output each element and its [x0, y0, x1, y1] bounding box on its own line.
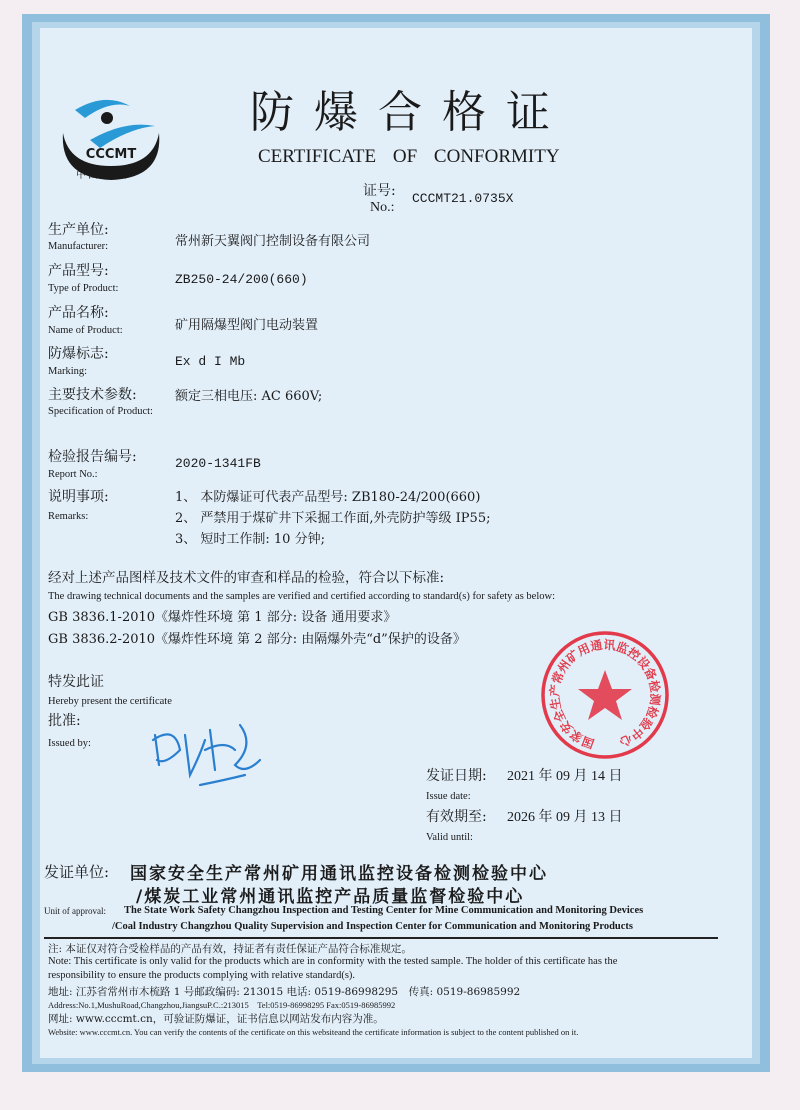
- unit-line2-zh: /煤炭工业常州通讯监控产品质量监督检验中心: [136, 887, 525, 907]
- manufacturer-value: 常州新天翼阀门控制设备有限公司: [175, 234, 371, 249]
- note-en-2: responsibility to ensure the products complying with relative standard(s).: [48, 970, 356, 981]
- report-label: 检验报告编号:: [48, 449, 137, 465]
- official-seal: [540, 630, 670, 764]
- cert-no-label-zh: 证号:: [363, 183, 396, 199]
- approve-zh: 批准:: [48, 713, 81, 729]
- spec-label: 主要技术参数:: [48, 387, 137, 403]
- remark-item: 3、 短时工作制: 10 分钟;: [175, 532, 325, 547]
- hereby-zh: 特发此证: [48, 674, 104, 690]
- address-zh: 地址: 江苏省常州市木梳路 1 号邮政编码: 213015 电话: 0519-86998295 传真: 0519-86985992: [48, 986, 521, 998]
- valid-until-label-en: Valid until:: [426, 832, 473, 843]
- type-value: ZB250-24/200(660): [175, 272, 308, 287]
- type-label: 产品型号:: [48, 263, 109, 279]
- valid-until-value: 2026 年 09 月 13 日: [507, 810, 623, 825]
- note-en: Note: This certificate is only valid for the products which are in conformity with the tested sample. The holder of this certificate has the: [48, 956, 618, 967]
- name-value: 矿用隔爆型阀门电动装置: [175, 318, 319, 333]
- logo-caption: 中国·常州: [76, 170, 130, 181]
- page-title: 防爆合格证: [250, 87, 570, 138]
- report-value: 2020-1341FB: [175, 456, 261, 471]
- report-label-en: Report No.:: [48, 469, 98, 480]
- remarks-label: 说明事项:: [48, 489, 109, 505]
- name-label: 产品名称:: [48, 305, 109, 321]
- website-zh: 网址: www.cccmt.cn，可验证防爆证，证书信息以网站发布内容为准。: [48, 1013, 384, 1025]
- unit-line1-zh: 国家安全生产常州矿用通讯监控设备检测检验中心: [130, 864, 548, 884]
- remark-item: 2、 严禁用于煤矿井下采掘工作面,外壳防护等级 IP55;: [175, 511, 491, 526]
- name-label-en: Name of Product:: [48, 325, 123, 336]
- address-en: Address:No.1,MushuRoad,Changzhou,JiangsuP.C.:213015 Tel:0519-86998295 Fax:0519-86985992: [48, 1000, 396, 1010]
- unit-label-zh: 发证单位:: [44, 863, 110, 881]
- remark-item: 1、 本防爆证可代表产品型号: ZB180-24/200(660): [175, 490, 481, 505]
- manufacturer-label: 生产单位:: [48, 222, 109, 238]
- unit-label-en: Unit of approval:: [44, 906, 106, 916]
- marking-label-en: Marking:: [48, 366, 88, 377]
- logo-text: CCCMT: [85, 147, 137, 162]
- issue-date-label-en: Issue date:: [426, 791, 471, 802]
- signature: [145, 705, 275, 799]
- standard-item: GB 3836.2-2010《爆炸性环境 第 2 部分: 由隔爆外壳“d”保护的设备》: [48, 632, 466, 647]
- marking-label: 防爆标志:: [48, 346, 109, 362]
- divider: [44, 937, 718, 939]
- page-subtitle: CERTIFICATE OF CONFORMITY: [258, 146, 560, 167]
- website-en: Website: www.cccmt.cn. You can verify the contents of the certificate on this websiteand the certificate information is subject to the content published on it.: [48, 1027, 579, 1037]
- spec-label-en: Specification of Product:: [48, 406, 153, 417]
- manufacturer-label-en: Manufacturer:: [48, 241, 109, 252]
- cert-no-value: CCCMT21.0735X: [412, 191, 514, 206]
- issue-date-value: 2021 年 09 月 14 日: [507, 769, 623, 784]
- standards-intro-en: The drawing technical documents and the samples are verified and certified according to standard(s) for safety as below:: [48, 591, 556, 602]
- valid-until-label: 有效期至:: [426, 809, 487, 825]
- standards-intro-zh: 经对上述产品图样及技术文件的审查和样品的检验，符合以下标准:: [48, 570, 445, 586]
- cert-no-label-en: No.:: [370, 200, 395, 215]
- unit-line1-en: The State Work Safety Changzhou Inspection and Testing Center for Mine Communication and Monitoring Devices: [124, 905, 644, 916]
- approve-en: Issued by:: [48, 738, 91, 749]
- note-zh: 注: 本证仅对符合受检样品的产品有效，持证者有责任保证产品符合标准规定。: [48, 943, 412, 955]
- standard-item: GB 3836.1-2010《爆炸性环境 第 1 部分: 设备 通用要求》: [48, 610, 397, 625]
- type-label-en: Type of Product:: [48, 283, 119, 294]
- spec-value: 额定三相电压: AC 660V;: [175, 389, 323, 404]
- unit-line2-en: /Coal Industry Changzhou Quality Supervision and Inspection Center for Communication and Monitoring Products: [112, 921, 633, 932]
- issue-date-label: 发证日期:: [426, 768, 487, 784]
- seal-text: 国家安全生产常州矿用通讯监控设备检测检验中心: [547, 637, 663, 751]
- hereby-en: Hereby present the certificate: [48, 696, 172, 707]
- remarks-label-en: Remarks:: [48, 511, 89, 522]
- marking-value: Ex d I Mb: [175, 354, 246, 369]
